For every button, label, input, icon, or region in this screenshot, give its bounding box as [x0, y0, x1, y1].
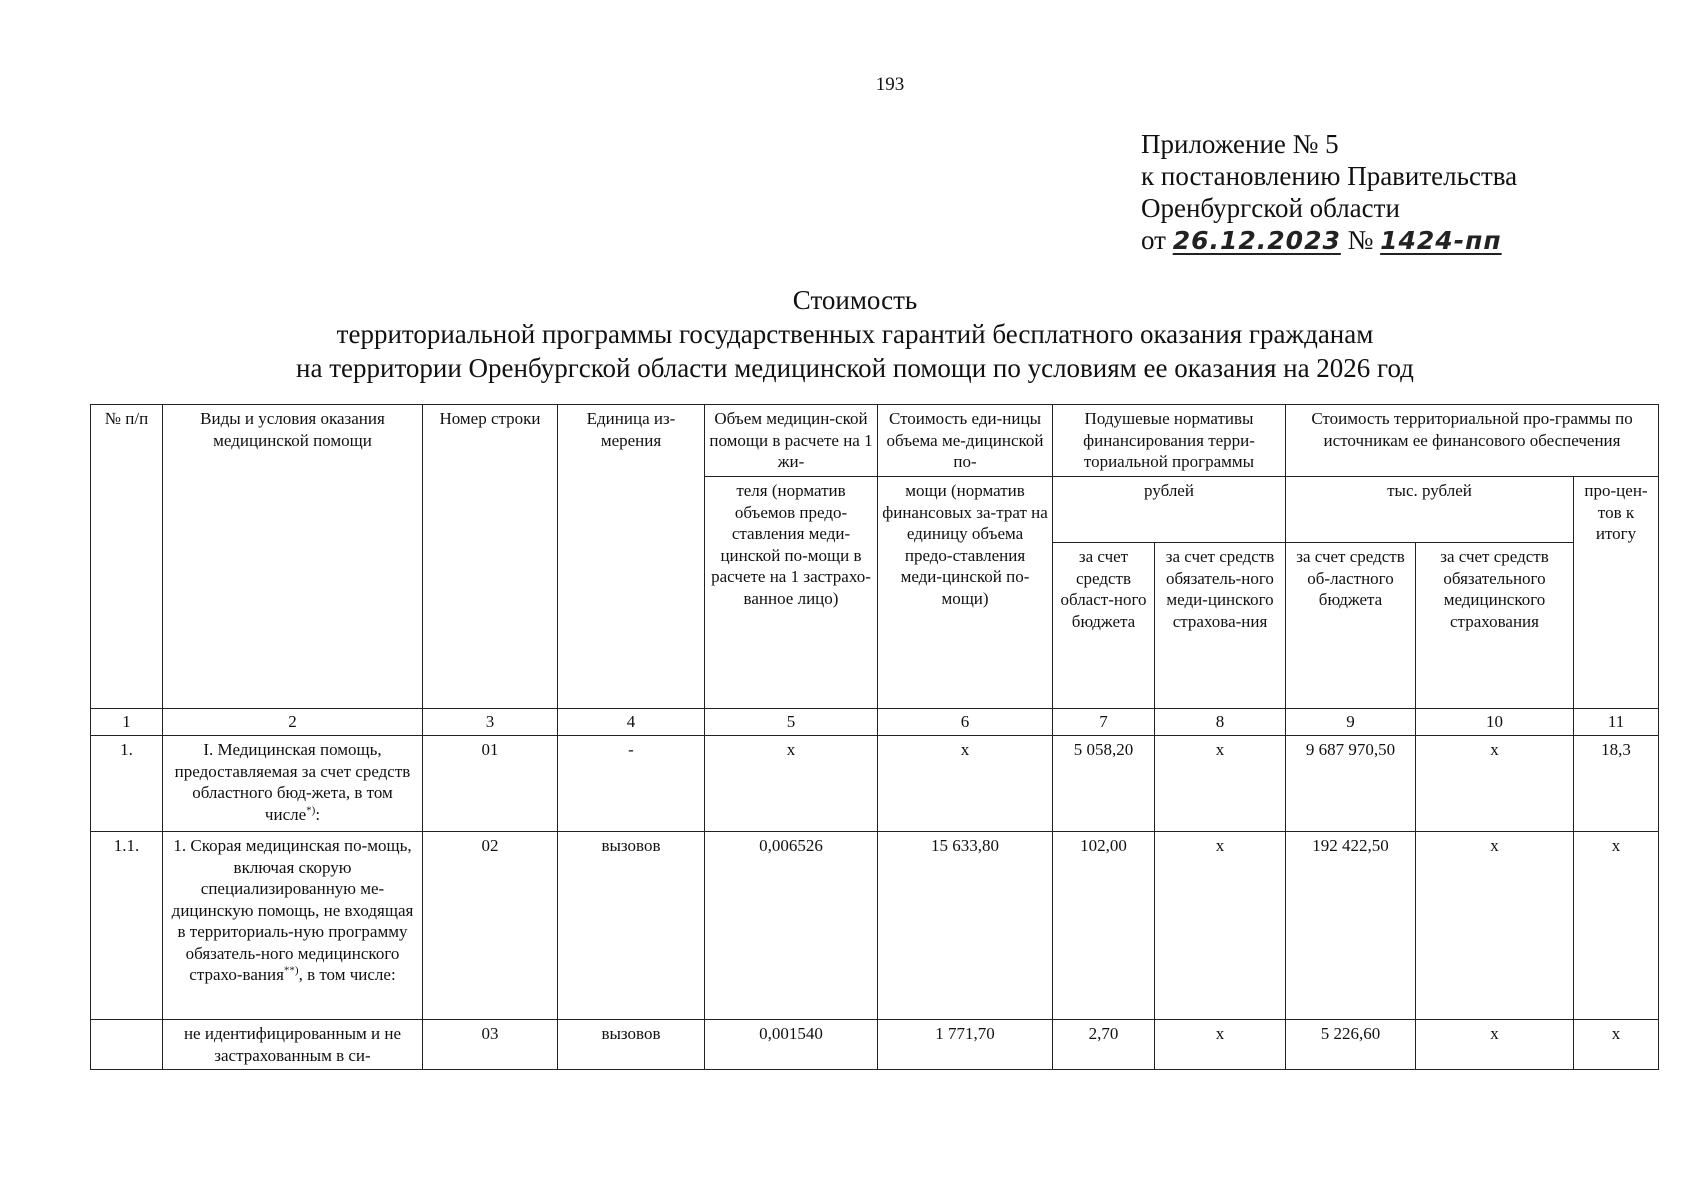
column-number: 10 [1416, 709, 1574, 736]
column-number: 9 [1286, 709, 1416, 736]
table-row [91, 1020, 1659, 1070]
column-number: 4 [558, 709, 705, 736]
header-row-1 [91, 405, 1659, 477]
row-name-footnote: **) [283, 964, 299, 977]
row-per-capita-oms: х [1155, 1020, 1286, 1070]
column-number-row [91, 709, 1659, 736]
header-col-11: про-цен-тов к итогу [1574, 477, 1659, 709]
row-name-tail: , в том числе: [298, 965, 396, 984]
header-col-3: Номер строки [423, 405, 558, 709]
number-sign: № [1347, 225, 1374, 255]
handwritten-number: 1424-пп [1380, 226, 1502, 255]
row-name-text: 1. Скорая медицинская по-мощь, включая скорую специализированную ме-дицинскую помощь, не входящая в территориаль-ную программу обязатель-ного медицинского страхо-вания [171, 836, 414, 984]
title-line-2: территориальной программы государственных гарантий бесплатного оказания гражданам [336, 319, 1374, 349]
column-number: 8 [1155, 709, 1286, 736]
header-col-7: за счет средств област-ного бюджета [1053, 543, 1155, 709]
row-name-footnote: *) [306, 803, 316, 816]
row-volume: 0,006526 [705, 832, 878, 1020]
column-number: 11 [1574, 709, 1659, 736]
row-per-capita-oms: х [1155, 736, 1286, 832]
row-name-text: не идентифицированным и не застрахованным в си- [183, 1024, 402, 1065]
row-per-capita-oms: х [1155, 832, 1286, 1020]
table-row [91, 832, 1659, 1020]
row-cost-oms: х [1416, 832, 1574, 1020]
row-cost-budget: 5 226,60 [1286, 1020, 1416, 1070]
header-col-1: № п/п [91, 405, 163, 709]
handwritten-date: 26.12.2023 [1172, 226, 1341, 255]
row-unit: вызовов [558, 832, 705, 1020]
row-cost-budget: 9 687 970,50 [1286, 736, 1416, 832]
page-number: 193 [875, 74, 905, 95]
row-cost-oms: х [1416, 736, 1574, 832]
header-col-6: Стоимость еди-ницы объема ме-дицинской по- [878, 405, 1053, 477]
row-name [163, 832, 423, 1020]
cost-table [90, 404, 1659, 1070]
row-cost-budget: 192 422,50 [1286, 832, 1416, 1020]
header-col-6-cont: мощи (норматив финансовых за-трат на единицу объема предо-ставления меди-цинской по-мощи) [878, 477, 1053, 709]
row-unit: вызовов [558, 1020, 705, 1070]
row-per-capita-budget: 102,00 [1053, 832, 1155, 1020]
row-per-capita-budget: 5 058,20 [1053, 736, 1155, 832]
row-name-tail: : [315, 804, 321, 824]
appendix-line-3: Оренбургской области [1141, 193, 1400, 223]
row-number [91, 1020, 163, 1070]
column-number: 6 [878, 709, 1053, 736]
column-number: 7 [1053, 709, 1155, 736]
table-row [91, 736, 1659, 832]
header-col-2: Виды и условия оказания медицинской помощи [163, 405, 423, 709]
header-col-4: Единица из-мерения [558, 405, 705, 709]
appendix-line-1: Приложение № 5 [1141, 129, 1339, 159]
header-unit-rubles: рублей [1053, 477, 1286, 543]
row-number: 1. [91, 736, 163, 832]
row-line-code: 03 [423, 1020, 558, 1070]
row-percent: 18,3 [1574, 736, 1659, 832]
row-percent: х [1574, 832, 1659, 1020]
header-col-10: за счет средств обязательного медицинского страхования [1416, 543, 1574, 709]
appendix-date-line [1141, 224, 1517, 257]
row-percent: х [1574, 1020, 1659, 1070]
row-line-code: 02 [423, 832, 558, 1020]
row-cost-oms: х [1416, 1020, 1574, 1070]
row-number: 1.1. [91, 832, 163, 1020]
appendix-block [1141, 128, 1517, 257]
column-number: 3 [423, 709, 558, 736]
row-unit-cost: 1 771,70 [878, 1020, 1053, 1070]
row-name [163, 1020, 423, 1070]
title-line-3: на территории Оренбургской области медицинской помощи по условиям ее оказания на 2026 год [296, 353, 1414, 383]
header-group-program-cost: Стоимость территориальной про-граммы по источникам ее финансового обеспечения [1286, 405, 1659, 477]
row-name-text: I. Медицинская помощь, предоставляемая за счет средств областного бюд-жета, в том числе [174, 740, 411, 824]
row-volume: 0,001540 [705, 1020, 878, 1070]
header-group-per-capita: Подушевые нормативы финансирования терри-ториальной программы [1053, 405, 1286, 477]
header-col-9: за счет средств об-ластного бюджета [1286, 543, 1416, 709]
appendix-line-2: к постановлению Правительства [1141, 161, 1518, 191]
column-number: 1 [91, 709, 163, 736]
row-per-capita-budget: 2,70 [1053, 1020, 1155, 1070]
row-unit-cost: 15 633,80 [878, 832, 1053, 1020]
row-unit: - [558, 736, 705, 832]
title-line-1: Стоимость [792, 285, 918, 315]
row-name [163, 736, 423, 832]
header-unit-thousand-rubles: тыс. рублей [1286, 477, 1574, 543]
row-volume: х [705, 736, 878, 832]
column-number: 2 [163, 709, 423, 736]
header-col-8: за счет средств обязатель-ного меди-цинского страхова-ния [1155, 543, 1286, 709]
row-line-code: 01 [423, 736, 558, 832]
appendix-from-prefix: от [1141, 225, 1166, 255]
document-title [0, 283, 1700, 385]
header-col-5: Объем медицин-ской помощи в расчете на 1 жи- [705, 405, 878, 477]
column-number: 5 [705, 709, 878, 736]
header-col-5-cont: теля (норматив объемов предо-ставления меди-цинской по-мощи в расчете на 1 застрахо-ванное лицо) [705, 477, 878, 709]
row-unit-cost: х [878, 736, 1053, 832]
